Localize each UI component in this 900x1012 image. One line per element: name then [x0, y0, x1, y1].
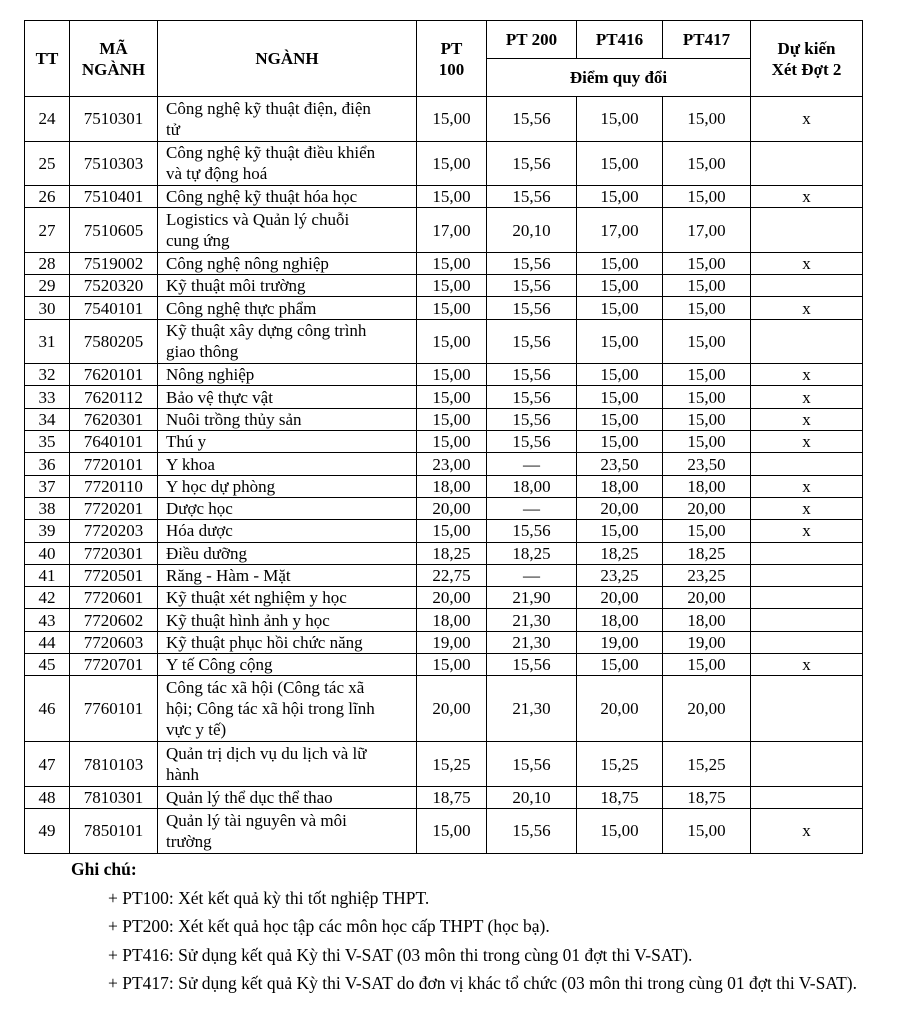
cell-pt100: 18,00 — [417, 609, 487, 631]
cell-ma-nganh: 7540101 — [70, 297, 158, 319]
cell-pt200: 15,56 — [487, 809, 577, 854]
cell-tt: 31 — [25, 319, 70, 364]
cell-nganh-line: Thú y — [166, 432, 207, 452]
cell-pt417: 18,00 — [663, 475, 751, 497]
header-du-kien-line1: Dự kiến — [777, 38, 836, 58]
cell-nganh-line: Kỹ thuật xây dựng công trình — [166, 321, 367, 341]
cell-du-kien-dot-2: x — [751, 809, 863, 854]
cell-ma-nganh: 7510303 — [70, 141, 158, 186]
table-row — [25, 497, 863, 519]
cell-pt416: 19,00 — [577, 631, 663, 653]
cell-nganh — [158, 252, 417, 274]
table-row — [25, 654, 863, 676]
cell-pt200: 18,25 — [487, 542, 577, 564]
cell-pt200: — — [487, 497, 577, 519]
table-row — [25, 208, 863, 253]
cell-pt100: 15,00 — [417, 186, 487, 208]
cell-pt416: 15,00 — [577, 141, 663, 186]
cell-du-kien-dot-2 — [751, 786, 863, 808]
cell-pt200: 20,10 — [487, 786, 577, 808]
cell-du-kien-dot-2 — [751, 587, 863, 609]
cell-pt417: 15,00 — [663, 364, 751, 386]
cell-nganh — [158, 497, 417, 519]
cell-pt416: 15,00 — [577, 809, 663, 854]
cell-pt417: 20,00 — [663, 587, 751, 609]
cell-pt100: 15,00 — [417, 97, 487, 142]
table-row — [25, 676, 863, 742]
table-row — [25, 475, 863, 497]
cell-pt416: 15,00 — [577, 319, 663, 364]
cell-pt100: 20,00 — [417, 676, 487, 742]
cell-nganh-line: giao thông — [166, 342, 239, 362]
cell-pt200: 21,30 — [487, 631, 577, 653]
cell-pt100: 15,00 — [417, 252, 487, 274]
cell-pt100: 18,00 — [417, 475, 487, 497]
cell-nganh-line: Y khoa — [166, 454, 215, 474]
cell-du-kien-dot-2 — [751, 208, 863, 253]
cell-nganh-line: Răng - Hàm - Mặt — [166, 566, 291, 585]
header-diem-quy-doi: Điểm quy đổi — [487, 59, 751, 97]
cell-nganh — [158, 654, 417, 676]
cell-pt200: 15,56 — [487, 364, 577, 386]
table-row — [25, 297, 863, 319]
table-row — [25, 252, 863, 274]
cell-tt: 38 — [25, 497, 70, 519]
cell-nganh-line: Kỹ thuật phục hồi chức năng — [166, 632, 363, 652]
cell-nganh-line: Kỹ thuật môi trường — [166, 276, 306, 296]
cell-pt200: — — [487, 564, 577, 586]
cell-pt417: 15,00 — [663, 431, 751, 453]
cell-nganh — [158, 364, 417, 386]
table-row — [25, 520, 863, 542]
cell-pt200: 18,00 — [487, 475, 577, 497]
table-row — [25, 319, 863, 364]
cell-nganh — [158, 520, 417, 542]
cell-pt416: 15,00 — [577, 297, 663, 319]
cell-pt100: 15,00 — [417, 364, 487, 386]
cell-pt417: 18,25 — [663, 542, 751, 564]
cell-nganh-line: Logistics và Quản lý chuỗi — [166, 210, 350, 230]
cell-pt416: 20,00 — [577, 587, 663, 609]
cell-ma-nganh: 7640101 — [70, 431, 158, 453]
cell-pt416: 15,00 — [577, 364, 663, 386]
cell-pt100: 18,75 — [417, 786, 487, 808]
cell-pt200: 21,90 — [487, 587, 577, 609]
cell-pt100: 15,00 — [417, 431, 487, 453]
cell-ma-nganh: 7620112 — [70, 386, 158, 408]
cell-pt200: 21,30 — [487, 676, 577, 742]
cell-du-kien-dot-2 — [751, 542, 863, 564]
cell-pt416: 20,00 — [577, 497, 663, 519]
cell-pt416: 15,00 — [577, 654, 663, 676]
table-row — [25, 408, 863, 430]
cell-ma-nganh: 7720101 — [70, 453, 158, 475]
cell-du-kien-dot-2: x — [751, 475, 863, 497]
cell-tt: 36 — [25, 453, 70, 475]
table-row — [25, 275, 863, 297]
cell-pt416: 23,50 — [577, 453, 663, 475]
table-row — [25, 631, 863, 653]
cell-pt417: 20,00 — [663, 497, 751, 519]
cell-nganh-line: tử — [166, 119, 180, 139]
cell-nganh-line: hội; Công tác xã hội trong lĩnh — [166, 699, 375, 719]
cell-nganh — [158, 786, 417, 808]
cell-nganh-line: Quản trị dịch vụ du lịch và lữ — [166, 744, 367, 764]
cell-pt100: 20,00 — [417, 497, 487, 519]
cell-ma-nganh: 7720110 — [70, 475, 158, 497]
cell-du-kien-dot-2 — [751, 564, 863, 586]
cell-du-kien-dot-2: x — [751, 186, 863, 208]
cell-pt200: 15,56 — [487, 654, 577, 676]
cell-pt417: 15,00 — [663, 408, 751, 430]
cell-nganh-line: Điều dưỡng — [166, 543, 247, 563]
cell-du-kien-dot-2 — [751, 319, 863, 364]
cell-pt200: 20,10 — [487, 208, 577, 253]
header-pt100 — [417, 21, 487, 97]
cell-pt416: 15,00 — [577, 520, 663, 542]
note-pt200: + PT200: Xét kết quả học tập các môn học cấp THPT (học bạ). — [108, 916, 550, 936]
cell-pt416: 18,00 — [577, 609, 663, 631]
cell-pt200: 15,56 — [487, 186, 577, 208]
cell-pt200: 21,30 — [487, 609, 577, 631]
cell-pt417: 15,00 — [663, 386, 751, 408]
cell-pt416: 18,00 — [577, 475, 663, 497]
cell-nganh — [158, 431, 417, 453]
cell-pt416: 23,25 — [577, 564, 663, 586]
cell-pt200: 15,56 — [487, 408, 577, 430]
cell-pt100: 17,00 — [417, 208, 487, 253]
cell-pt100: 18,25 — [417, 542, 487, 564]
table-row — [25, 564, 863, 586]
cell-pt100: 15,00 — [417, 275, 487, 297]
cell-pt417: 15,00 — [663, 186, 751, 208]
cell-tt: 25 — [25, 141, 70, 186]
cell-pt416: 15,00 — [577, 431, 663, 453]
header-ma-nganh-line1: MÃ — [99, 38, 128, 58]
cell-pt200: 15,56 — [487, 252, 577, 274]
cell-pt417: 15,00 — [663, 141, 751, 186]
cell-pt416: 15,25 — [577, 742, 663, 787]
cell-tt: 46 — [25, 676, 70, 742]
cell-pt100: 15,00 — [417, 654, 487, 676]
cell-nganh — [158, 631, 417, 653]
cell-tt: 26 — [25, 186, 70, 208]
header-pt200: PT 200 — [487, 21, 577, 59]
cell-nganh — [158, 408, 417, 430]
cell-nganh — [158, 564, 417, 586]
cell-nganh-line: trường — [166, 831, 212, 851]
header-pt417: PT417 — [663, 21, 751, 59]
notes-section — [24, 855, 876, 998]
notes-title: Ghi chú: — [71, 859, 137, 879]
cell-tt: 37 — [25, 475, 70, 497]
cell-pt417: 23,50 — [663, 453, 751, 475]
cell-nganh — [158, 208, 417, 253]
cell-tt: 35 — [25, 431, 70, 453]
cell-tt: 34 — [25, 408, 70, 430]
cell-tt: 44 — [25, 631, 70, 653]
cell-nganh — [158, 141, 417, 186]
cell-tt: 39 — [25, 520, 70, 542]
cell-nganh-line: Công nghệ nông nghiệp — [166, 253, 329, 273]
cell-du-kien-dot-2: x — [751, 364, 863, 386]
cell-nganh — [158, 542, 417, 564]
cell-nganh-line: và tự động hoá — [166, 164, 268, 184]
cell-pt416: 15,00 — [577, 252, 663, 274]
cell-nganh-line: vực y tế) — [166, 720, 227, 740]
cell-du-kien-dot-2 — [751, 609, 863, 631]
cell-pt200: 15,56 — [487, 141, 577, 186]
cell-nganh-line: Quản lý tài nguyên và môi — [166, 810, 347, 830]
cell-ma-nganh: 7510605 — [70, 208, 158, 253]
cell-pt416: 15,00 — [577, 97, 663, 142]
cell-pt417: 15,00 — [663, 252, 751, 274]
cell-du-kien-dot-2: x — [751, 408, 863, 430]
cell-tt: 30 — [25, 297, 70, 319]
cell-ma-nganh: 7580205 — [70, 319, 158, 364]
header-pt416: PT416 — [577, 21, 663, 59]
cell-tt: 27 — [25, 208, 70, 253]
cell-pt100: 15,00 — [417, 141, 487, 186]
cell-tt: 48 — [25, 786, 70, 808]
cell-pt200: 15,56 — [487, 297, 577, 319]
header-du-kien — [751, 21, 863, 97]
cell-pt100: 15,00 — [417, 408, 487, 430]
cell-pt416: 15,00 — [577, 386, 663, 408]
cell-pt416: 15,00 — [577, 275, 663, 297]
header-tt: TT — [25, 21, 70, 97]
cell-pt100: 20,00 — [417, 587, 487, 609]
cell-ma-nganh: 7519002 — [70, 252, 158, 274]
cell-pt100: 15,25 — [417, 742, 487, 787]
cell-pt417: 18,75 — [663, 786, 751, 808]
cell-tt: 47 — [25, 742, 70, 787]
cell-du-kien-dot-2 — [751, 742, 863, 787]
cell-tt: 41 — [25, 564, 70, 586]
cell-nganh-line: Y học dự phòng — [166, 476, 276, 496]
cell-ma-nganh: 7720701 — [70, 654, 158, 676]
cell-nganh-line: Công tác xã hội (Công tác xã — [166, 678, 365, 698]
note-pt100: + PT100: Xét kết quả kỳ thi tốt nghiệp THPT. — [108, 887, 430, 908]
cell-pt416: 18,75 — [577, 786, 663, 808]
cell-pt416: 20,00 — [577, 676, 663, 742]
cell-du-kien-dot-2: x — [751, 654, 863, 676]
cell-pt416: 15,00 — [577, 408, 663, 430]
cell-pt200: 15,56 — [487, 431, 577, 453]
cell-du-kien-dot-2 — [751, 275, 863, 297]
cell-nganh-line: Công nghệ kỹ thuật điện, điện — [166, 98, 371, 118]
cell-pt100: 15,00 — [417, 520, 487, 542]
cell-ma-nganh: 7620301 — [70, 408, 158, 430]
cell-du-kien-dot-2 — [751, 141, 863, 186]
cell-nganh-line: Dược học — [166, 499, 233, 519]
cell-pt200: 15,56 — [487, 386, 577, 408]
cell-ma-nganh: 7720602 — [70, 609, 158, 631]
cell-tt: 42 — [25, 587, 70, 609]
table-row — [25, 453, 863, 475]
table-row — [25, 386, 863, 408]
cell-ma-nganh: 7520320 — [70, 275, 158, 297]
cell-du-kien-dot-2: x — [751, 497, 863, 519]
cell-du-kien-dot-2: x — [751, 520, 863, 542]
cell-du-kien-dot-2 — [751, 676, 863, 742]
cell-pt100: 15,00 — [417, 319, 487, 364]
cell-pt100: 15,00 — [417, 386, 487, 408]
cell-nganh-line: Y tế Công cộng — [166, 655, 273, 675]
table-row — [25, 97, 863, 142]
cell-nganh — [158, 275, 417, 297]
cell-pt417: 15,00 — [663, 319, 751, 364]
cell-pt417: 15,00 — [663, 654, 751, 676]
cell-pt417: 19,00 — [663, 631, 751, 653]
cell-du-kien-dot-2 — [751, 631, 863, 653]
cell-nganh — [158, 297, 417, 319]
cell-tt: 43 — [25, 609, 70, 631]
cell-pt416: 17,00 — [577, 208, 663, 253]
header-row-1 — [25, 21, 863, 59]
table-row — [25, 141, 863, 186]
cell-nganh — [158, 319, 417, 364]
cell-nganh — [158, 676, 417, 742]
cell-pt100: 23,00 — [417, 453, 487, 475]
cell-pt200: 15,56 — [487, 319, 577, 364]
cell-tt: 49 — [25, 809, 70, 854]
table-row — [25, 609, 863, 631]
cell-pt200: 15,56 — [487, 97, 577, 142]
cell-nganh — [158, 742, 417, 787]
cell-tt: 40 — [25, 542, 70, 564]
header-du-kien-line2: Xét Đợt 2 — [771, 59, 842, 79]
cell-ma-nganh: 7720201 — [70, 497, 158, 519]
header-pt100-line1: PT — [440, 38, 463, 58]
cell-pt417: 15,00 — [663, 809, 751, 854]
cell-pt416: 18,25 — [577, 542, 663, 564]
cell-pt417: 15,00 — [663, 297, 751, 319]
cell-pt417: 15,00 — [663, 97, 751, 142]
cell-nganh-line: Kỹ thuật hình ảnh y học — [166, 610, 330, 630]
cell-pt200: 15,56 — [487, 275, 577, 297]
cell-ma-nganh: 7720603 — [70, 631, 158, 653]
cell-nganh-line: Nuôi trồng thủy sản — [166, 409, 302, 429]
cell-nganh-line: Công nghệ thực phẩm — [166, 298, 317, 318]
cell-du-kien-dot-2 — [751, 453, 863, 475]
cell-nganh — [158, 587, 417, 609]
cell-ma-nganh: 7720601 — [70, 587, 158, 609]
cell-pt100: 22,75 — [417, 564, 487, 586]
cell-nganh — [158, 609, 417, 631]
note-pt416: + PT416: Sử dụng kết quả Kỳ thi V-SAT (03 môn thi trong cùng 01 đợt thi V-SAT). — [108, 944, 693, 965]
cell-tt: 33 — [25, 386, 70, 408]
cell-nganh — [158, 386, 417, 408]
table-body — [25, 97, 863, 854]
cell-ma-nganh: 7760101 — [70, 676, 158, 742]
cell-ma-nganh: 7850101 — [70, 809, 158, 854]
header-ma-nganh-line2: NGÀNH — [81, 59, 146, 79]
cell-nganh-line: Hóa dược — [166, 521, 233, 541]
cell-pt100: 15,00 — [417, 297, 487, 319]
cell-pt417: 15,00 — [663, 520, 751, 542]
cell-nganh — [158, 97, 417, 142]
cell-nganh — [158, 186, 417, 208]
cell-ma-nganh: 7720501 — [70, 564, 158, 586]
cell-pt200: 15,56 — [487, 742, 577, 787]
table-row — [25, 742, 863, 787]
cell-ma-nganh: 7810103 — [70, 742, 158, 787]
cell-pt100: 15,00 — [417, 809, 487, 854]
note-pt417: + PT417: Sử dụng kết quả Kỳ thi V-SAT do đơn vị khác tổ chức (03 môn thi trong cùng 01 đợt thi V-SAT). — [108, 973, 857, 993]
cell-du-kien-dot-2: x — [751, 97, 863, 142]
header-ma-nganh — [70, 21, 158, 97]
header-pt100-line2: 100 — [438, 59, 465, 79]
table-row — [25, 542, 863, 564]
cell-nganh-line: Kỹ thuật xét nghiệm y học — [166, 588, 347, 608]
cell-tt: 24 — [25, 97, 70, 142]
cell-tt: 32 — [25, 364, 70, 386]
cell-nganh-line: Nông nghiệp — [166, 365, 255, 385]
cell-tt: 29 — [25, 275, 70, 297]
cell-pt200: 15,56 — [487, 520, 577, 542]
cell-pt417: 15,00 — [663, 275, 751, 297]
table-row — [25, 809, 863, 854]
table-row — [25, 364, 863, 386]
header-nganh: NGÀNH — [158, 21, 417, 97]
cell-tt: 45 — [25, 654, 70, 676]
cell-nganh-line: hành — [166, 765, 200, 785]
cell-pt417: 18,00 — [663, 609, 751, 631]
cell-du-kien-dot-2: x — [751, 431, 863, 453]
cell-pt417: 20,00 — [663, 676, 751, 742]
cell-nganh-line: Quản lý thể dục thể thao — [166, 787, 333, 807]
cell-ma-nganh: 7810301 — [70, 786, 158, 808]
cell-pt416: 15,00 — [577, 186, 663, 208]
cell-pt200: — — [487, 453, 577, 475]
cell-tt: 28 — [25, 252, 70, 274]
table-row — [25, 431, 863, 453]
cell-du-kien-dot-2: x — [751, 386, 863, 408]
cell-ma-nganh: 7720301 — [70, 542, 158, 564]
table-row — [25, 587, 863, 609]
table-row — [25, 186, 863, 208]
table-row — [25, 786, 863, 808]
cell-ma-nganh: 7620101 — [70, 364, 158, 386]
cell-nganh — [158, 453, 417, 475]
cell-nganh-line: Công nghệ kỹ thuật hóa học — [166, 187, 358, 207]
cell-pt417: 15,25 — [663, 742, 751, 787]
cell-ma-nganh: 7510401 — [70, 186, 158, 208]
cell-pt100: 19,00 — [417, 631, 487, 653]
cell-pt417: 17,00 — [663, 208, 751, 253]
cell-nganh — [158, 809, 417, 854]
score-table — [24, 20, 863, 854]
cell-nganh-line: cung ứng — [166, 231, 230, 251]
cell-nganh — [158, 475, 417, 497]
cell-du-kien-dot-2: x — [751, 252, 863, 274]
cell-pt417: 23,25 — [663, 564, 751, 586]
admission-score-table-sheet — [24, 20, 862, 854]
cell-ma-nganh: 7510301 — [70, 97, 158, 142]
cell-ma-nganh: 7720203 — [70, 520, 158, 542]
cell-du-kien-dot-2: x — [751, 297, 863, 319]
cell-nganh-line: Bảo vệ thực vật — [166, 387, 273, 407]
cell-nganh-line: Công nghệ kỹ thuật điều khiển — [166, 143, 376, 163]
